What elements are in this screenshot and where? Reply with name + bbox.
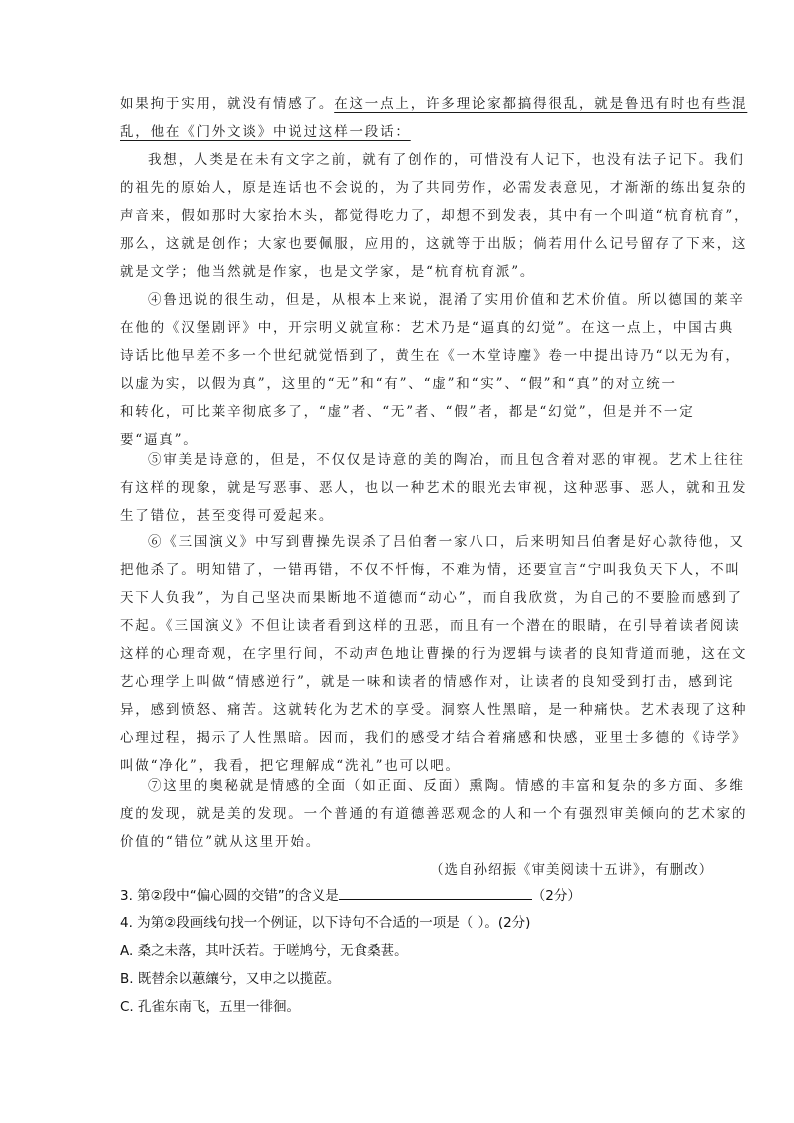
quote-line: 声音来，假如那时大家抬木头，都觉得吃力了，却想不到发表，其中有一个叫道“杭育杭育”， [120, 208, 750, 224]
p6-line: 艺心理学上叫做“情感逆行”，就是一味和读者的情感作对，让读者的良知受到打击，感到诧 [120, 674, 735, 690]
p7-line: 度的发现，就是美的发现。一个普通的有道德善恶观念的人和一个有强烈审美倾向的艺术家的 [120, 806, 748, 822]
p4-line: 以虚为实，以假为真”，这里的“无”和“有”、“虚”和“实”、“假”和“真”的对立统一 [120, 376, 677, 392]
underlined-sentence: 在这一点上，许多理论家都搞得很乱，就是鲁迅有时也有些混 [334, 96, 748, 112]
p5-line: 有这样的现象，就是写恶事、恶人，也以一种艺术的眼光去审视，这种恶事、恶人，就和丑发 [120, 480, 748, 496]
answer-blank[interactable] [339, 886, 532, 900]
p7-line: 价值的“错位”就从这里开始。 [120, 834, 322, 850]
source-citation: （选自孙绍振《审美阅读十五讲》，有删改） [430, 862, 714, 878]
question-3-points: （2分） [531, 888, 581, 904]
quote-line: 我想，人类是在未有文字之前，就有了创作的，可惜没有人记下，也没有法子记下。我们 [148, 152, 745, 168]
p6-line: 这样的心理奇观，在字里行间，不动声色地让曹操的行为逻辑与读者的良知背道而驰，这在文 [120, 646, 748, 662]
p7-line: ⑦这里的奥秘就是情感的全面（如正面、反面）熏陶。情感的丰富和复杂的多方面、多维 [148, 778, 745, 794]
option-b[interactable]: B. 既替余以蕙纕兮，又申之以揽茝。 [120, 971, 341, 987]
p6-line: 心理过程，揭示了人性黑暗。因而，我们的感受才结合着痛感和快感，亚里士多德的《诗学》 [120, 730, 748, 746]
quote-line: 的祖先的原始人，原是连话也不会说的，为了共同劳作，必需发表意见，才渐渐的练出复杂的 [120, 180, 748, 196]
p6-line: 不起。《三国演义》不但让读者看到这样的丑恶，而且有一个潜在的眼睛，在引导着读者阅读 [120, 618, 741, 634]
intro-text: 如果拘于实用，就没有情感了。 [120, 96, 335, 112]
question-4: 4. 为第②段画线句找一个例证，以下诗句不合适的一项是（ ）。(2分) [120, 915, 531, 931]
intro-line-2: 乱，他在《门外文谈》中说过这样一段话： [120, 124, 411, 140]
quote-line: 那么，这就是创作；大家也要佩服，应用的，这就等于出版；倘若用什么记号留存了下来，这 [120, 236, 748, 252]
p5-line: ⑤审美是诗意的，但是，不仅仅是诗意的美的陶冶，而且包含着对恶的审视。艺术上往往 [148, 452, 745, 468]
p4-line: 诗话比他早差不多一个世纪就觉悟到了，黄生在《一木堂诗麈》卷一中提出诗乃“以无为有， [120, 348, 741, 364]
p6-line: 把他杀了。明知错了，一错再错，不仅不忏悔，不难为情，还要宣言“宁叫我负天下人，不叫 [120, 562, 741, 578]
quote-line: 就是文学；他当然就是作家，也是文学家，是“杭育杭育派”。 [120, 264, 536, 280]
p6-line: 叫做“净化”，我看，把它理解成“洗礼”也可以吧。 [120, 758, 461, 774]
option-a[interactable]: A. 桑之未落，其叶沃若。于嗟鸠兮，无食桑葚。 [120, 943, 408, 959]
p4-line: 和转化，可比莱辛彻底多了，“虚”者、“无”者、“假”者，都是“幻觉”，但是并不一定 [120, 404, 695, 420]
question-3 [120, 886, 581, 906]
question-3-text: 3. 第②段中“偏心圆的交错”的含义是 [120, 888, 339, 904]
option-c[interactable]: C. 孔雀东南飞，五里一徘徊。 [120, 999, 301, 1015]
p4-line: 要“逼真”。 [120, 432, 199, 448]
intro-line-1 [120, 94, 747, 114]
p6-line: 天下人负我”，为自己坚决而果断地不道德而“动心”，而自我欣赏，为自己的不要脸而感到了 [120, 590, 743, 606]
p4-line: 在他的《汉堡剧评》中，开宗明义就宣称：艺术乃是“逼真的幻觉”。在这一点上，中国古典 [120, 320, 735, 336]
p4-line: ④鲁迅说的很生动，但是，从根本上来说，混淆了实用价值和艺术价值。所以德国的莱辛 [148, 292, 745, 308]
p6-line: 异，感到愤怒、痛苦。这就转化为艺术的享受。洞察人性黑暗，是一种痛快。艺术表现了这种 [120, 702, 748, 718]
p6-line: ⑥《三国演义》中写到曹操先误杀了吕伯奢一家八口，后来明知吕伯奢是好心款待他，又 [148, 534, 745, 550]
p5-line: 生了错位，甚至变得可爱起来。 [120, 508, 335, 524]
